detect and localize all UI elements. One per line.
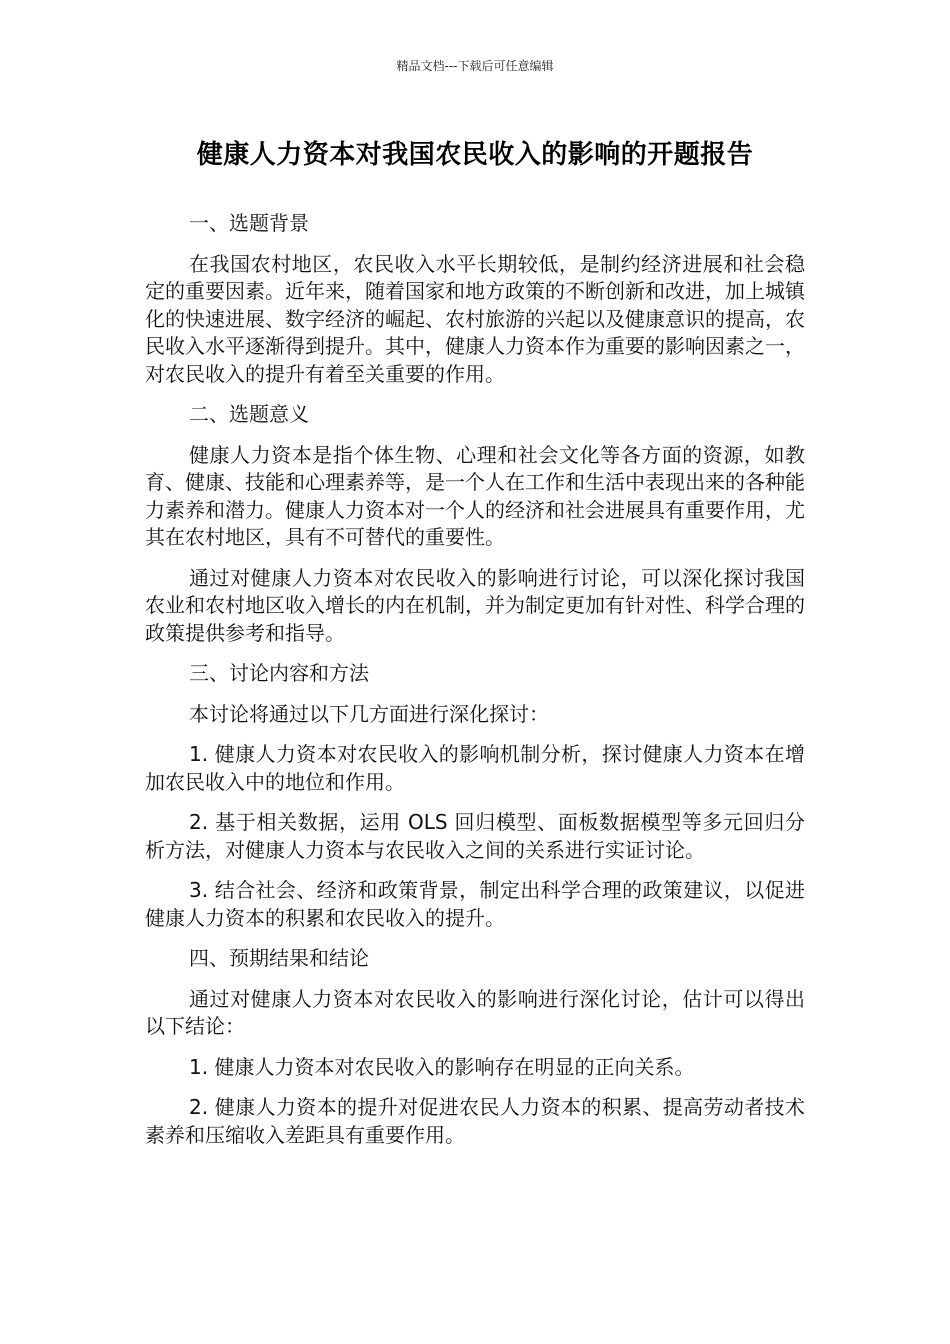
- list-item: 1. 健康人力资本对农民收入的影响存在明显的正向关系。: [189, 1054, 695, 1079]
- list-item: 1. 健康人力资本对农民收入的影响机制分析，探讨健康人力资本在增加农民收入中的地位和作用。: [145, 742, 805, 794]
- section-heading-significance: 二、选题意义: [189, 402, 309, 426]
- page-header: 精品文档---下载后可任意编辑: [396, 59, 554, 73]
- list-item: 3. 结合社会、经济和政策背景，制定出科学合理的政策建议，以促进健康人力资本的积累和农民收入的提升。: [145, 878, 805, 930]
- body-paragraph: 在我国农村地区，农民收入水平长期较低，是制约经济进展和社会稳定的重要因素。近年来，随着国家和地方政策的不断创新和改进，加上城镇化的快速进展、数字经济的崛起、农村旅游的兴起以及健康意识的提高，农民收入水平逐渐得到提升。其中，健康人力资本作为重要的影响因素之一，对农民收入的提升有着至关重要的作用。: [145, 251, 805, 386]
- document-title: 健康人力资本对我国农民收入的影响的开题报告: [196, 140, 754, 170]
- body-paragraph: 健康人力资本是指个体生物、心理和社会文化等各方面的资源，如教育、健康、技能和心理素养等，是一个人在工作和生活中表现出来的各种能力素养和潜力。健康人力资本对一个人的经济和社会进展具有重要作用，尤其在农村地区，具有不可替代的重要性。: [145, 442, 805, 549]
- body-paragraph: 通过对健康人力资本对农民收入的影响进行讨论，可以深化探讨我国农业和农村地区收入增长的内在机制，并为制定更加有针对性、科学合理的政策提供参考和指导。: [145, 565, 805, 645]
- section-heading-background: 一、选题背景: [189, 211, 309, 235]
- section-heading-content-methods: 三、讨论内容和方法: [189, 661, 369, 685]
- list-item: 2. 健康人力资本的提升对促进农民人力资本的积累、提高劳动者技术素养和压缩收入差距具有重要作用。: [145, 1095, 805, 1147]
- document-body: [145, 210, 805, 1162]
- body-paragraph: 本讨论将通过以下几方面进行深化探讨：: [189, 701, 549, 726]
- section-heading-expected-results: 四、预期结果和结论: [189, 946, 369, 970]
- body-paragraph: 通过对健康人力资本对农民收入的影响进行深化讨论，估计可以得出以下结论：: [145, 986, 805, 1038]
- list-item: 2. 基于相关数据，运用 OLS 回归模型、面板数据模型等多元回归分析方法，对健康人力资本与农民收入之间的关系进行实证讨论。: [145, 810, 805, 862]
